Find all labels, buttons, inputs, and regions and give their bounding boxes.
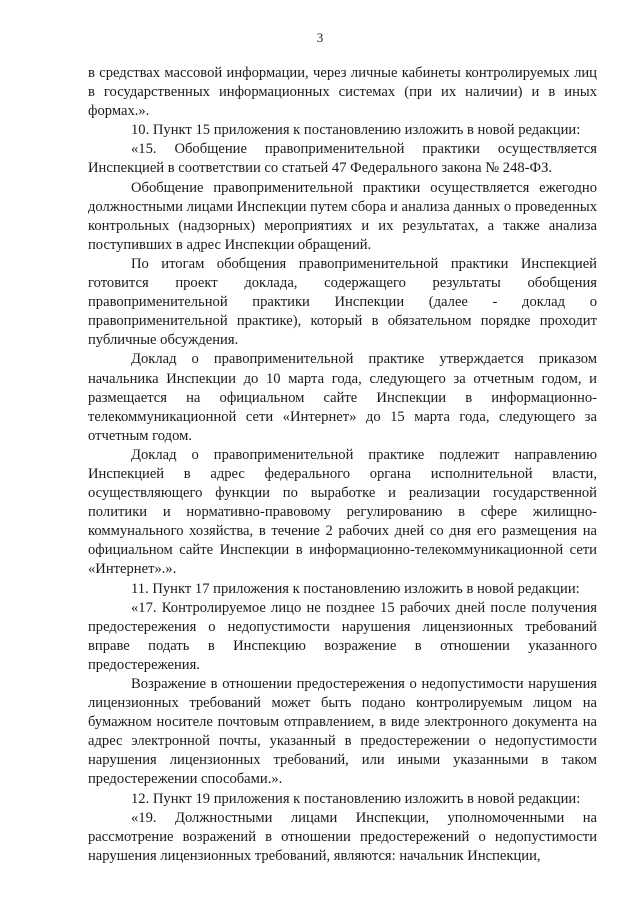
document-body [88, 64, 597, 866]
page-number: 3 [316, 30, 324, 45]
paragraph-item-10: 10. Пункт 15 приложения к постановлению изложить в новой редакции: [131, 122, 581, 139]
paragraph-item-12: 12. Пункт 19 приложения к постановлению изложить в новой редакции: [131, 790, 581, 807]
paragraph-point-17: «17. Контролируемое лицо не позднее 15 рабочих дней после получения предостережения о недопустимости нарушения лицензионных требований вправе подать в Инспекцию возражение в отношении указанного предостережения. [88, 599, 597, 673]
paragraph: Обобщение правоприменительной практики осуществляется ежегодно должностными лицами Инспекции путем сбора и анализа данных о проведенных контрольных (надзорных) мероприятиях и их результатах, а также анализа поступивших в адрес Инспекции обращений. [88, 179, 597, 253]
paragraph-point-15: «15. Обобщение правоприменительной практики осуществляется Инспекцией в соответствии со статьей 47 Федерального закона № 248-ФЗ. [88, 141, 597, 177]
paragraph: Возражение в отношении предостережения о недопустимости нарушения лицензионных требований может быть подано контролируемым лицом на бумажном носителе почтовым отправлением, в виде электронного документа на адрес электронной почты, указанный в предостережении о недопустимости нарушения лицензионных требований, или иными указанными в таком предостережении способами.». [88, 676, 597, 788]
paragraph-continuation: в средствах массовой информации, через личные кабинеты контролируемых лиц в государственных информационных системах (при их наличии) и в иных формах.». [88, 65, 597, 120]
paragraph-point-19: «19. Должностными лицами Инспекции, уполномоченными на рассмотрение возражений в отношении предостережений о недопустимости нарушения лицензионных требований, являются: начальник Инспекции, [88, 809, 597, 864]
paragraph-item-11: 11. Пункт 17 приложения к постановлению изложить в новой редакции: [131, 580, 580, 597]
paragraph: Доклад о правоприменительной практике утверждается приказом начальника Инспекции до 10 марта года, следующего за отчетным годом, и размещается на официальном сайте Инспекции в информационно-телекоммуникационной сети «Интернет» до 15 марта года, следующего за отчетным годом. [88, 351, 597, 444]
paragraph: По итогам обобщения правоприменительной практики Инспекцией готовится проект доклада, содержащего результаты обобщения правоприменительной практики Инспекции (далее - доклад о правоприменительной практике), который в обязательном порядке проходит публичные обсуждения. [88, 255, 597, 349]
paragraph: Доклад о правоприменительной практике подлежит направлению Инспекцией в адрес федерального органа исполнительной власти, осуществляющего функции по выработке и реализации государственной политики и нормативно-правовому регулированию в сфере жилищно-коммунального хозяйства, в течение 2 рабочих дней со дня его размещения на официальном сайте Инспекции в информационно-телекоммуникационной сети «Интернет».». [88, 446, 597, 578]
